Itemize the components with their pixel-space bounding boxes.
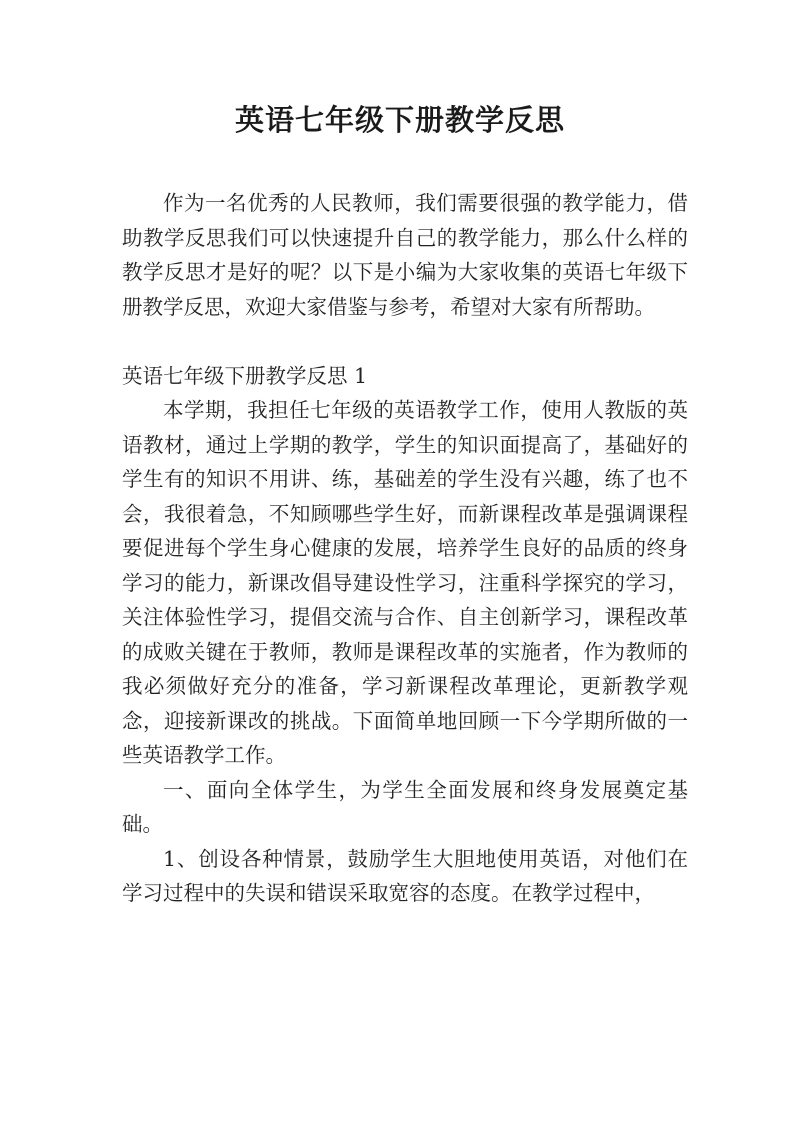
subheading-paragraph: 一、面向全体学生，为学生全面发展和终身发展奠定基础。 (122, 777, 688, 836)
document-title: 英语七年级下册教学反思 (234, 103, 565, 137)
body-paragraph: 本学期，我担任七年级的英语教学工作，使用人教版的英语教材，通过上学期的教学，学生的知识面提高了，基础好的学生有的知识不用讲、练，基础差的学生没有兴趣，练了也不会，我很着急，不知顾哪些学生好，而新课程改革是强调课程要促进每个学生身心健康的发展，培养学生良好的品质的终身学习的能力，新课改倡导建设性学习，注重科学探究的学习，关注体验性学习，提倡交流与合作、自主创新学习，课程改革的成败关键在于教师，教师是课程改革的实施者，作为教师的我必须做好充分的准备，学习新课程改革理论，更新教学观念，迎接新课改的挑战。下面简单地回顾一下今学期所做的一些英语教学工作。 (122, 398, 688, 767)
body-paragraph: 1、创设各种情景，鼓励学生大胆地使用英语，对他们在学习过程中的失误和错误采取宽容的态度。在教学过程中， (122, 846, 688, 905)
document-body (122, 186, 688, 911)
section-heading: 英语七年级下册教学反思 1 (122, 363, 368, 388)
intro-paragraph: 作为一名优秀的人民教师，我们需要很强的教学能力，借助教学反思我们可以快速提升自己的教学能力，那么什么样的教学反思才是好的呢？以下是小编为大家收集的英语七年级下册教学反思，欢迎大家借鉴与参考，希望对大家有所帮助。 (122, 191, 688, 319)
